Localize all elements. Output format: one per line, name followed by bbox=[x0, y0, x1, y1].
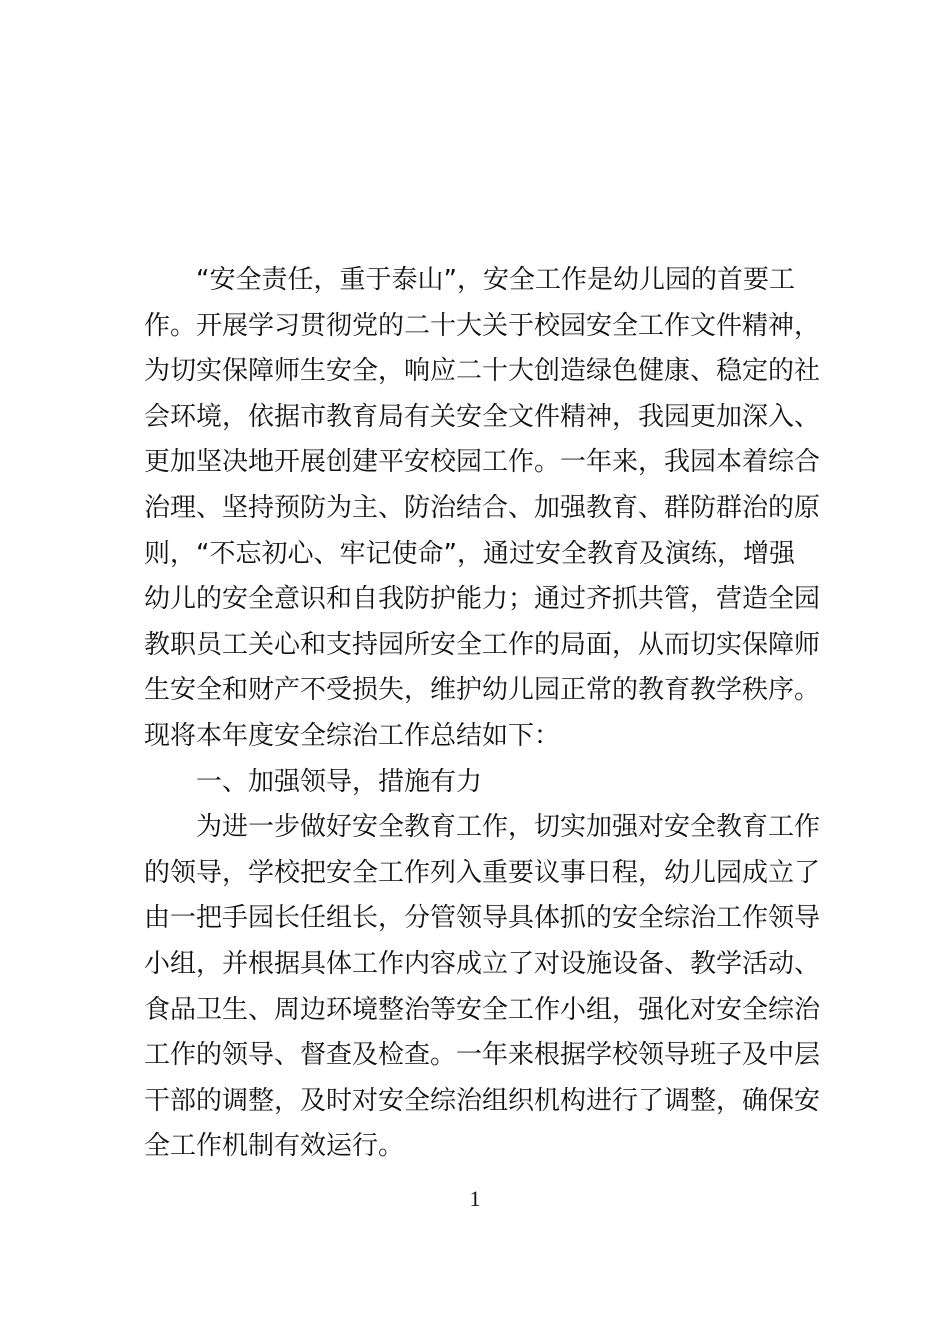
intro-paragraph bbox=[144, 258, 824, 760]
paragraph-line: 由一把手园长任组长，分管领导具体抓的安全综治工作领导 bbox=[144, 903, 821, 934]
paragraph-line: 小组，并根据具体工作内容成立了对设施设备、教学活动、 bbox=[144, 948, 821, 979]
paragraph-line: 会环境，依据市教育局有关安全文件精神，我园更加深入、 bbox=[144, 401, 821, 432]
paragraph-line: 生安全和财产不受损失，维护幼儿园正常的教育教学秩序。 bbox=[144, 675, 821, 706]
paragraph-line: 教职员工关心和支持园所安全工作的局面，从而切实保障师 bbox=[144, 629, 821, 660]
paragraph-line: 则，“不忘初心、牢记使命”，通过安全教育及演练，增强 bbox=[144, 538, 795, 569]
paragraph-line: 为切实保障师生安全，响应二十大创造绿色健康、稳定的社 bbox=[144, 356, 821, 387]
section-heading-text: 一、加强领导，措施有力 bbox=[196, 766, 483, 797]
paragraph-line: 食品卫生、周边环境整治等安全工作小组，强化对安全综治 bbox=[144, 994, 821, 1025]
document-body bbox=[144, 258, 824, 1170]
paragraph-line: 作。开展学习贯彻党的二十大关于校园安全工作文件精神， bbox=[144, 310, 821, 341]
paragraph-line: 现将本年度安全综治工作总结如下： bbox=[144, 720, 561, 751]
paragraph-line: 全工作机制有效运行。 bbox=[144, 1131, 405, 1162]
paragraph-line: 工作的领导、督查及检查。一年来根据学校领导班子及中层 bbox=[144, 1040, 821, 1071]
paragraph-line: “安全责任，重于泰山”，安全工作是幼儿园的首要工 bbox=[196, 265, 795, 295]
paragraph-line: 的领导，学校把安全工作列入重要议事日程，幼儿园成立了 bbox=[144, 857, 821, 888]
paragraph-line: 幼儿的安全意识和自我防护能力；通过齐抓共管，营造全园 bbox=[144, 584, 821, 615]
section-heading bbox=[144, 760, 824, 806]
section-paragraph bbox=[144, 805, 824, 1170]
paragraph-line: 治理、坚持预防为主、防治结合、加强教育、群防群治的原 bbox=[144, 492, 821, 523]
paragraph-line: 为进一步做好安全教育工作，切实加强对安全教育工作 bbox=[196, 812, 821, 843]
paragraph-line: 干部的调整，及时对安全综治组织机构进行了调整，确保安 bbox=[144, 1085, 821, 1116]
page-number: 1 bbox=[469, 1186, 481, 1211]
paragraph-line: 更加坚决地开展创建平安校园工作。一年来，我园本着综合 bbox=[144, 447, 821, 478]
